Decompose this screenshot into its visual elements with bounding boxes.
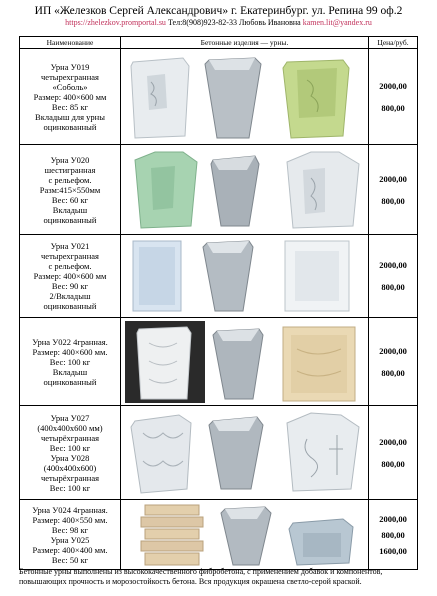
price-value: 1600,00 — [379, 545, 407, 556]
footer-line: Бетонные урны выполнены из высококачественного фибробетона, с применением добавок и компонентов, — [19, 567, 383, 576]
product-images — [121, 318, 369, 406]
product-images — [121, 500, 369, 570]
urn-photos-u020 — [125, 148, 365, 232]
product-description: Урна У020 шестигранная с рельефом. Разм:415×550мм Вес: 60 кг Вкладыш оцинкованный — [20, 145, 121, 235]
table-row — [20, 235, 418, 318]
price-value: 800,00 — [381, 102, 405, 113]
product-description: Урна У019 четырехгранная «Соболь» Размер: 400×600 мм Вес: 85 кг Вкладыш для урны оцинкованный — [20, 49, 121, 145]
price-value: 2000,00 — [379, 260, 407, 270]
urn-photos-u027-u028 — [125, 409, 365, 497]
col-images-header: Бетонные изделия — урны. — [121, 37, 369, 49]
price-value: 2000,00 — [379, 436, 407, 447]
product-images — [121, 235, 369, 318]
col-name-header: Наименование — [20, 37, 121, 49]
price-value: 2000,00 — [379, 173, 407, 184]
table-header-row — [20, 37, 418, 49]
col-price-header: Цена/руб. — [369, 37, 418, 49]
footer-note — [19, 567, 417, 587]
product-description: Урна У021 четырехгранная с рельефом. Размер: 400×600 мм Вес: 90 кг 2/Вкладыш оцинкованный — [20, 235, 121, 318]
phone-text: Тел:8(908)923-82-33 Любовь Ивановна — [167, 18, 301, 27]
price-value: 2000,00 — [379, 513, 407, 524]
company-title: ИП «Железков Сергей Александрович» г. Екатеринбург. ул. Репина 99 оф.2 — [34, 5, 403, 17]
product-images — [121, 49, 369, 145]
urn-photos-u024-u025 — [125, 501, 365, 569]
price-cell — [369, 145, 418, 235]
product-images — [121, 406, 369, 500]
website-link[interactable]: https://zhelezkov.promportal.su — [65, 18, 166, 27]
table-row — [20, 500, 418, 570]
table-row — [20, 49, 418, 145]
product-description: Урна У024 4гранная. Размер: 400×550 мм. Вес: 98 кг Урна У025 Размер: 400×400 мм. Вес: 50 кг — [20, 500, 121, 570]
urn-photos-u019 — [125, 52, 365, 142]
urn-photos-u021 — [125, 237, 365, 315]
product-description: Урна У027 (400х400х600 мм) четырёхгранная Вес: 100 кг Урна У028 (400х400х600) четырёхгранная Вес: 100 кг — [20, 406, 121, 500]
price-value: 2000,00 — [379, 345, 407, 356]
price-value: 2000,00 — [379, 80, 407, 91]
price-cell — [369, 318, 418, 406]
price-value: 800,00 — [381, 529, 405, 540]
urn-photos-u022 — [125, 321, 365, 403]
table-row — [20, 406, 418, 500]
page-header — [0, 0, 437, 28]
price-value: 800,00 — [381, 282, 405, 292]
table-row — [20, 318, 418, 406]
price-cell — [369, 406, 418, 500]
price-value: 800,00 — [381, 367, 405, 378]
price-value: 800,00 — [381, 195, 405, 206]
price-cell — [369, 500, 418, 570]
footer-line: повышающих прочность и морозостойкость бетона. Вся продукция окрашена светло-серой краской. — [19, 577, 362, 586]
product-images — [121, 145, 369, 235]
product-description: Урна У022 4гранная. Размер: 400×600 мм. Вес: 100 кг Вкладыш оцинкованный — [20, 318, 121, 406]
price-cell — [369, 235, 418, 318]
price-cell — [369, 49, 418, 145]
table-row — [20, 145, 418, 235]
contact-line — [0, 18, 437, 28]
price-value: 800,00 — [381, 458, 405, 469]
price-table — [19, 36, 418, 570]
email-link[interactable]: kamen.lit@yandex.ru — [302, 18, 372, 27]
